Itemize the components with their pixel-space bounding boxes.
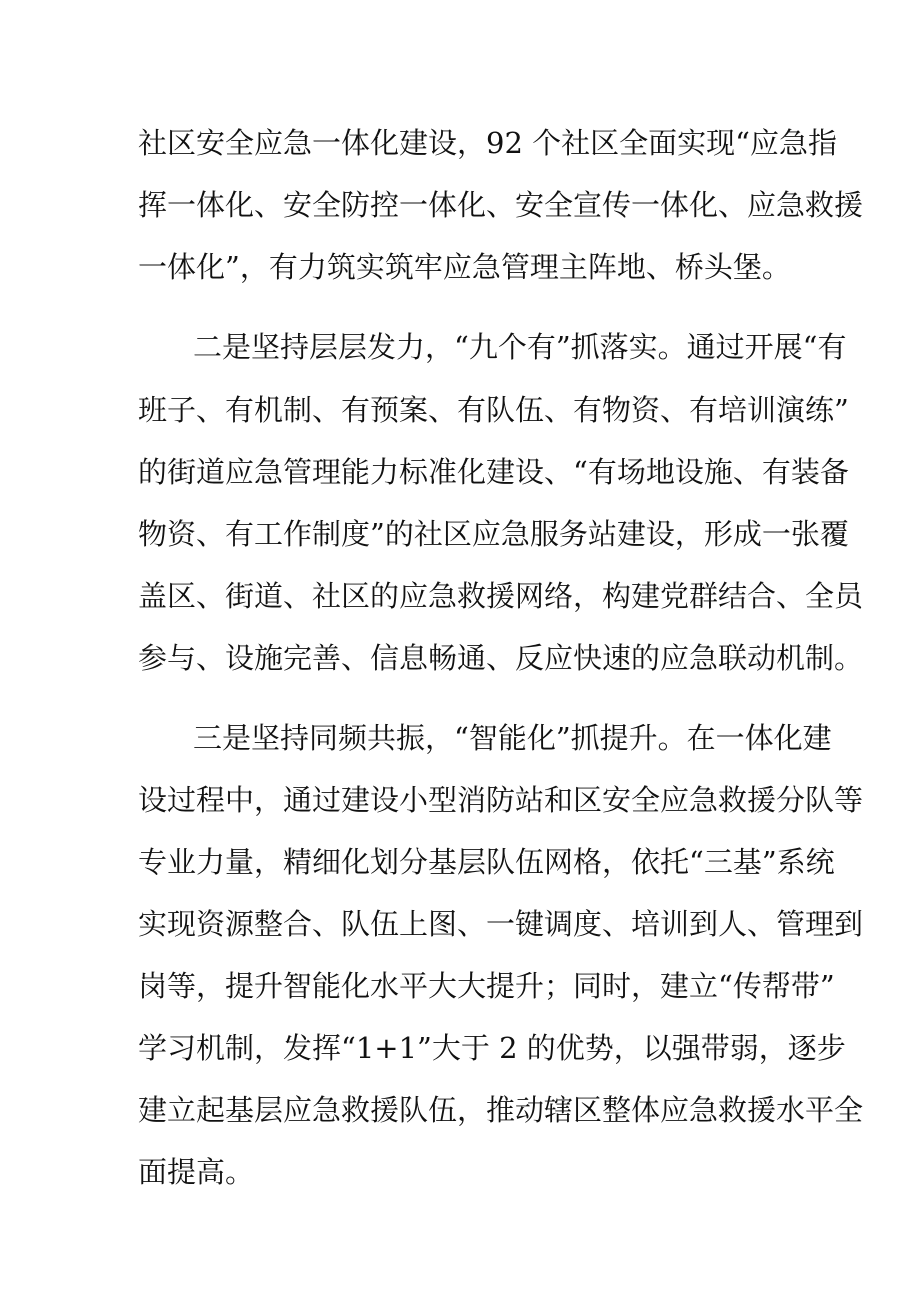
text-line: 学习机制，发挥“1+1”大于 2 的优势，以强带弱，逐步 bbox=[138, 1031, 846, 1065]
text-line: 参与、设施完善、信息畅通、反应快速的应急联动机制。 bbox=[138, 641, 864, 675]
text-line: 的街道应急管理能力标准化建设、“有场地设施、有装备 bbox=[138, 455, 849, 489]
text-line: 挥一体化、安全防控一体化、安全宣传一体化、应急救援 bbox=[138, 188, 864, 222]
text-line: 物资、有工作制度”的社区应急服务站建设，形成一张覆 bbox=[138, 517, 849, 551]
text-line: 岗等，提升智能化水平大大提升；同时，建立“传帮带” bbox=[138, 969, 835, 1003]
text-line: 社区安全应急一体化建设，92 个社区全面实现“应急指 bbox=[138, 126, 837, 160]
text-line: 二是坚持层层发力，“九个有”抓落实。通过开展“有 bbox=[193, 330, 847, 364]
text-line: 盖区、街道、社区的应急救援网络，构建党群结合、全员 bbox=[138, 579, 864, 613]
text-line: 建立起基层应急救援队伍，推动辖区整体应急救援水平全 bbox=[138, 1093, 864, 1127]
text-line: 一体化”，有力筑实筑牢应急管理主阵地、桥头堡。 bbox=[138, 250, 791, 284]
text-line: 三是坚持同频共振，“智能化”抓提升。在一体化建 bbox=[193, 721, 832, 755]
text-line: 设过程中，通过建设小型消防站和区安全应急救援分队等 bbox=[138, 783, 864, 817]
text-line: 面提高。 bbox=[138, 1155, 255, 1189]
text-line: 实现资源整合、队伍上图、一键调度、培训到人、管理到 bbox=[138, 907, 864, 941]
text-line: 专业力量，精细化划分基层队伍网格，依托“三基”系统 bbox=[138, 845, 835, 879]
text-line: 班子、有机制、有预案、有队伍、有物资、有培训演练” bbox=[138, 393, 849, 427]
